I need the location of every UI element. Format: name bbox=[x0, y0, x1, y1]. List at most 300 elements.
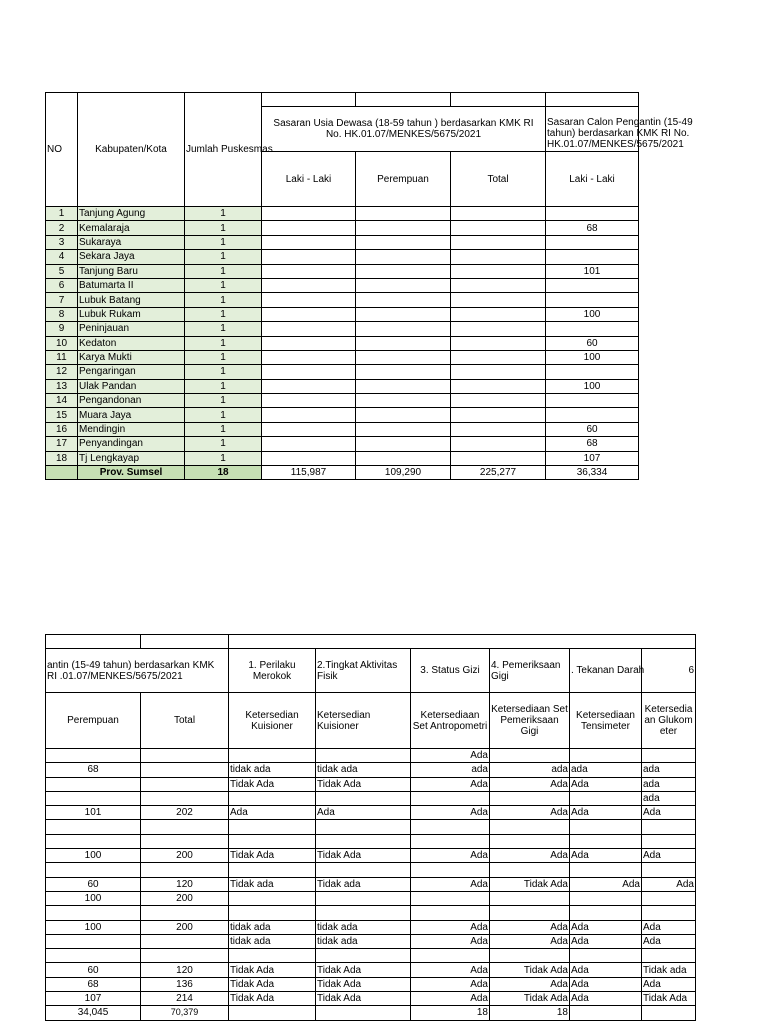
row-perempuan bbox=[356, 408, 451, 422]
row-set-gigi bbox=[490, 891, 570, 905]
row-kabupaten: Ulak Pandan bbox=[78, 379, 185, 393]
header-perempuan: Perempuan bbox=[46, 693, 141, 749]
row-jumlah: 1 bbox=[185, 408, 262, 422]
row-total bbox=[451, 408, 546, 422]
total-tensimeter bbox=[570, 1006, 642, 1020]
header-set-gigi: Ketersediaan Set Pemeriksaan Gigi bbox=[490, 693, 570, 749]
row-set-gigi: ada bbox=[490, 763, 570, 777]
row-kabupaten: Kedaton bbox=[78, 336, 185, 350]
row-total: 202 bbox=[141, 806, 229, 820]
row-perempuan bbox=[46, 906, 141, 920]
row-total: 136 bbox=[141, 977, 229, 991]
row-no: 15 bbox=[46, 408, 78, 422]
row-antropometri bbox=[411, 863, 490, 877]
row-kuisioner-merokok: Tidak Ada bbox=[229, 963, 316, 977]
row-set-gigi: Ada bbox=[490, 849, 570, 863]
row-glukometer: ada bbox=[642, 763, 696, 777]
sasaran-table bbox=[45, 92, 693, 480]
row-laki-calon bbox=[546, 394, 639, 408]
row-antropometri: Ada bbox=[411, 934, 490, 948]
table-row bbox=[46, 891, 696, 905]
row-jumlah: 1 bbox=[185, 293, 262, 307]
row-kabupaten: Lubuk Batang bbox=[78, 293, 185, 307]
row-kabupaten: Pengaringan bbox=[78, 365, 185, 379]
row-set-gigi: Ada bbox=[490, 934, 570, 948]
row-laki-calon: 60 bbox=[546, 336, 639, 350]
row-no: 14 bbox=[46, 394, 78, 408]
row-laki-calon bbox=[546, 278, 639, 292]
row-glukometer bbox=[642, 949, 696, 963]
row-tensimeter bbox=[570, 949, 642, 963]
row-total: 120 bbox=[141, 963, 229, 977]
row-jumlah: 1 bbox=[185, 350, 262, 364]
row-kuisioner-aktivitas bbox=[316, 949, 411, 963]
header-glukometer: Ketersediaan Glukometer bbox=[642, 693, 696, 749]
table-row bbox=[46, 806, 696, 820]
row-laki-calon: 100 bbox=[546, 379, 639, 393]
header-kuisioner-merokok: Ketersedian Kuisioner bbox=[229, 693, 316, 749]
row-antropometri: Ada bbox=[411, 806, 490, 820]
row-tensimeter bbox=[570, 863, 642, 877]
row-kuisioner-aktivitas bbox=[316, 834, 411, 848]
table-row bbox=[46, 877, 696, 891]
row-perempuan bbox=[46, 749, 141, 763]
row-no: 4 bbox=[46, 250, 78, 264]
row-tensimeter bbox=[570, 891, 642, 905]
row-perempuan bbox=[356, 336, 451, 350]
row-kuisioner-aktivitas bbox=[316, 891, 411, 905]
row-kuisioner-merokok: Tidak ada bbox=[229, 877, 316, 891]
row-kabupaten: Sukaraya bbox=[78, 235, 185, 249]
row-tensimeter: Ada bbox=[570, 963, 642, 977]
row-kuisioner-aktivitas bbox=[316, 906, 411, 920]
row-glukometer: Tidak Ada bbox=[642, 992, 696, 1006]
row-antropometri: ada bbox=[411, 763, 490, 777]
row-no: 7 bbox=[46, 293, 78, 307]
row-kuisioner-merokok bbox=[229, 863, 316, 877]
row-laki bbox=[262, 221, 356, 235]
row-set-gigi: Ada bbox=[490, 977, 570, 991]
row-laki bbox=[262, 278, 356, 292]
row-kuisioner-merokok: Tidak Ada bbox=[229, 849, 316, 863]
row-laki bbox=[262, 408, 356, 422]
row-total: 200 bbox=[141, 920, 229, 934]
row-kabupaten: Mendingin bbox=[78, 422, 185, 436]
row-tensimeter: Ada bbox=[570, 934, 642, 948]
row-perempuan bbox=[356, 437, 451, 451]
row-set-gigi bbox=[490, 906, 570, 920]
row-perempuan bbox=[356, 422, 451, 436]
row-kuisioner-merokok: Tidak Ada bbox=[229, 777, 316, 791]
row-laki bbox=[262, 250, 356, 264]
row-kabupaten: Lubuk Rukam bbox=[78, 307, 185, 321]
row-no: 11 bbox=[46, 350, 78, 364]
row-total bbox=[141, 763, 229, 777]
row-total: 200 bbox=[141, 891, 229, 905]
header-sasaran-calon-tail: antin (15-49 tahun) berdasarkan KMK RI .01.07/MENKES/5675/2021 bbox=[46, 649, 229, 693]
row-jumlah: 1 bbox=[185, 379, 262, 393]
header-sasaran-calon-text: Sasaran Calon Pengantin (15-49 tahun) berdasarkan KMK RI No. HK.01.07/MENKES/5675/2021 bbox=[547, 117, 693, 150]
row-perempuan: 100 bbox=[46, 920, 141, 934]
total-laki: 115,987 bbox=[262, 466, 356, 480]
table-row bbox=[46, 763, 696, 777]
row-total bbox=[451, 207, 546, 221]
header-laki-calon: Laki - Laki bbox=[546, 152, 639, 207]
row-total bbox=[451, 336, 546, 350]
row-perempuan bbox=[46, 834, 141, 848]
row-kuisioner-merokok bbox=[229, 906, 316, 920]
table-row bbox=[46, 949, 696, 963]
row-jumlah: 1 bbox=[185, 264, 262, 278]
row-laki-calon bbox=[546, 322, 639, 336]
row-perempuan: 60 bbox=[46, 963, 141, 977]
row-antropometri: Ada bbox=[411, 920, 490, 934]
header-sasaran-calon bbox=[546, 107, 693, 152]
row-set-gigi bbox=[490, 834, 570, 848]
table-row bbox=[46, 791, 696, 805]
row-total bbox=[451, 221, 546, 235]
row-tensimeter bbox=[570, 820, 642, 834]
row-jumlah: 1 bbox=[185, 221, 262, 235]
header-blank bbox=[546, 93, 639, 107]
table-row bbox=[46, 820, 696, 834]
table-row bbox=[46, 934, 696, 948]
row-antropometri: Ada bbox=[411, 963, 490, 977]
row-no: 13 bbox=[46, 379, 78, 393]
row-kuisioner-aktivitas: Tidak Ada bbox=[316, 992, 411, 1006]
row-kuisioner-merokok: tidak ada bbox=[229, 920, 316, 934]
row-total bbox=[451, 307, 546, 321]
total-set-gigi: 18 bbox=[490, 1006, 570, 1020]
row-total bbox=[141, 949, 229, 963]
row-perempuan bbox=[356, 293, 451, 307]
header-kabupaten: Kabupaten/Kota bbox=[78, 93, 185, 207]
row-set-gigi bbox=[490, 749, 570, 763]
row-perempuan bbox=[356, 379, 451, 393]
row-laki-calon bbox=[546, 250, 639, 264]
row-total bbox=[141, 749, 229, 763]
row-perempuan bbox=[356, 250, 451, 264]
row-jumlah: 1 bbox=[185, 207, 262, 221]
row-kuisioner-aktivitas: Tidak Ada bbox=[316, 849, 411, 863]
row-glukometer bbox=[642, 906, 696, 920]
row-glukometer: Ada bbox=[642, 934, 696, 948]
row-jumlah: 1 bbox=[185, 437, 262, 451]
row-no: 17 bbox=[46, 437, 78, 451]
row-jumlah: 1 bbox=[185, 307, 262, 321]
table-row bbox=[46, 408, 639, 422]
table-row bbox=[46, 451, 639, 465]
row-laki-calon bbox=[546, 235, 639, 249]
row-perempuan: 107 bbox=[46, 992, 141, 1006]
row-set-gigi bbox=[490, 791, 570, 805]
header-blank bbox=[229, 635, 696, 649]
row-perempuan: 68 bbox=[46, 977, 141, 991]
row-glukometer bbox=[642, 834, 696, 848]
row-perempuan bbox=[46, 949, 141, 963]
row-glukometer: Ada bbox=[642, 920, 696, 934]
table-row bbox=[46, 365, 639, 379]
table-row bbox=[46, 336, 639, 350]
row-antropometri: Ada bbox=[411, 877, 490, 891]
row-total bbox=[451, 250, 546, 264]
table-row bbox=[46, 221, 639, 235]
header-blank bbox=[262, 93, 356, 107]
row-perempuan: 100 bbox=[46, 891, 141, 905]
row-total bbox=[141, 820, 229, 834]
row-glukometer: Ada bbox=[642, 877, 696, 891]
row-jumlah: 1 bbox=[185, 336, 262, 350]
row-total: 120 bbox=[141, 877, 229, 891]
table-row bbox=[46, 977, 696, 991]
header-perilaku-merokok: 1. Perilaku Merokok bbox=[229, 649, 316, 693]
table-row bbox=[46, 777, 696, 791]
row-total bbox=[141, 934, 229, 948]
row-tensimeter: Ada bbox=[570, 849, 642, 863]
row-antropometri: Ada bbox=[411, 849, 490, 863]
row-perempuan bbox=[356, 307, 451, 321]
table-row bbox=[46, 992, 696, 1006]
row-perempuan bbox=[356, 451, 451, 465]
row-laki bbox=[262, 437, 356, 451]
row-kuisioner-aktivitas: tidak ada bbox=[316, 934, 411, 948]
row-laki-calon: 68 bbox=[546, 437, 639, 451]
table-row bbox=[46, 278, 639, 292]
row-set-gigi bbox=[490, 949, 570, 963]
row-antropometri bbox=[411, 906, 490, 920]
row-tensimeter bbox=[570, 791, 642, 805]
row-laki-calon: 107 bbox=[546, 451, 639, 465]
row-kabupaten: Muara Jaya bbox=[78, 408, 185, 422]
row-antropometri: Ada bbox=[411, 749, 490, 763]
row-antropometri bbox=[411, 949, 490, 963]
row-kuisioner-aktivitas bbox=[316, 863, 411, 877]
row-kabupaten: Pengandonan bbox=[78, 394, 185, 408]
row-no: 9 bbox=[46, 322, 78, 336]
row-laki bbox=[262, 451, 356, 465]
row-kuisioner-aktivitas: Tidak Ada bbox=[316, 977, 411, 991]
table-row bbox=[46, 264, 639, 278]
row-perempuan bbox=[46, 934, 141, 948]
row-perempuan bbox=[46, 791, 141, 805]
row-tensimeter: Ada bbox=[570, 777, 642, 791]
row-laki-calon bbox=[546, 207, 639, 221]
row-kabupaten: Penyandingan bbox=[78, 437, 185, 451]
row-no: 1 bbox=[46, 207, 78, 221]
row-total bbox=[451, 278, 546, 292]
row-laki bbox=[262, 379, 356, 393]
row-kuisioner-merokok bbox=[229, 834, 316, 848]
row-total bbox=[141, 906, 229, 920]
row-kuisioner-aktivitas: Ada bbox=[316, 806, 411, 820]
header-total: Total bbox=[451, 152, 546, 207]
row-perempuan bbox=[356, 350, 451, 364]
row-set-gigi: Ada bbox=[490, 920, 570, 934]
row-total bbox=[451, 264, 546, 278]
row-tensimeter bbox=[570, 749, 642, 763]
row-glukometer: Ada bbox=[642, 806, 696, 820]
row-kuisioner-merokok: Tidak Ada bbox=[229, 977, 316, 991]
ketersediaan-table bbox=[45, 634, 696, 1021]
row-laki-calon bbox=[546, 408, 639, 422]
row-kabupaten: Peninjauan bbox=[78, 322, 185, 336]
header-no: NO bbox=[46, 93, 78, 207]
table-row bbox=[46, 963, 696, 977]
table-row bbox=[46, 307, 639, 321]
row-total bbox=[451, 394, 546, 408]
row-kuisioner-merokok: tidak ada bbox=[229, 934, 316, 948]
row-laki bbox=[262, 336, 356, 350]
total-no bbox=[46, 466, 78, 480]
row-kabupaten: Kemalaraja bbox=[78, 221, 185, 235]
row-set-gigi: Tidak Ada bbox=[490, 877, 570, 891]
row-tensimeter: Ada bbox=[570, 992, 642, 1006]
row-kuisioner-merokok bbox=[229, 820, 316, 834]
row-antropometri: Ada bbox=[411, 777, 490, 791]
row-total bbox=[141, 863, 229, 877]
row-total bbox=[451, 293, 546, 307]
table-row bbox=[46, 322, 639, 336]
row-glukometer bbox=[642, 891, 696, 905]
row-perempuan bbox=[356, 264, 451, 278]
row-jumlah: 1 bbox=[185, 278, 262, 292]
table-row bbox=[46, 437, 639, 451]
row-kabupaten: Batumarta II bbox=[78, 278, 185, 292]
table-row bbox=[46, 849, 696, 863]
row-kabupaten: Tanjung Baru bbox=[78, 264, 185, 278]
total-glukometer bbox=[642, 1006, 696, 1020]
row-kabupaten: Karya Mukti bbox=[78, 350, 185, 364]
row-kuisioner-aktivitas: tidak ada bbox=[316, 920, 411, 934]
row-total bbox=[451, 365, 546, 379]
row-tensimeter: Ada bbox=[570, 806, 642, 820]
row-antropometri bbox=[411, 820, 490, 834]
header-tekanan-darah: . Tekanan Darah bbox=[570, 649, 642, 693]
header-antropometri: Ketersediaan Set Antropometri bbox=[411, 693, 490, 749]
row-perempuan: 101 bbox=[46, 806, 141, 820]
row-perempuan: 60 bbox=[46, 877, 141, 891]
row-perempuan bbox=[46, 820, 141, 834]
header-blank bbox=[356, 93, 451, 107]
header-pemeriksaan-gigi: 4. Pemeriksaan Gigi bbox=[490, 649, 570, 693]
total-laki-calon: 36,334 bbox=[546, 466, 639, 480]
row-kuisioner-aktivitas: Tidak Ada bbox=[316, 963, 411, 977]
row-laki-calon: 100 bbox=[546, 350, 639, 364]
header-perempuan: Perempuan bbox=[356, 152, 451, 207]
row-total bbox=[451, 451, 546, 465]
row-tensimeter bbox=[570, 834, 642, 848]
table-row bbox=[46, 293, 639, 307]
table-row bbox=[46, 863, 696, 877]
row-laki bbox=[262, 422, 356, 436]
row-glukometer: Ada bbox=[642, 849, 696, 863]
row-glukometer: ada bbox=[642, 777, 696, 791]
row-perempuan: 68 bbox=[46, 763, 141, 777]
total-jumlah: 18 bbox=[185, 466, 262, 480]
table-row bbox=[46, 250, 639, 264]
row-jumlah: 1 bbox=[185, 250, 262, 264]
row-kabupaten: Tanjung Agung bbox=[78, 207, 185, 221]
row-perempuan bbox=[356, 235, 451, 249]
row-kuisioner-merokok bbox=[229, 791, 316, 805]
header-jumlah-puskesmas: Jumlah Puskesmas bbox=[185, 93, 262, 207]
row-jumlah: 1 bbox=[185, 422, 262, 436]
row-no: 16 bbox=[46, 422, 78, 436]
row-total bbox=[451, 350, 546, 364]
table-row bbox=[46, 235, 639, 249]
header-aktivitas-fisik: 2.Tingkat Aktivitas Fisik bbox=[316, 649, 411, 693]
row-laki bbox=[262, 365, 356, 379]
row-no: 6 bbox=[46, 278, 78, 292]
row-set-gigi: Ada bbox=[490, 777, 570, 791]
row-glukometer: Tidak ada bbox=[642, 963, 696, 977]
row-total bbox=[451, 422, 546, 436]
row-glukometer bbox=[642, 749, 696, 763]
row-jumlah: 1 bbox=[185, 322, 262, 336]
row-laki bbox=[262, 207, 356, 221]
row-laki-calon bbox=[546, 293, 639, 307]
total-total: 225,277 bbox=[451, 466, 546, 480]
row-laki bbox=[262, 307, 356, 321]
row-kuisioner-merokok bbox=[229, 749, 316, 763]
header-six: 6 bbox=[642, 649, 696, 693]
row-jumlah: 1 bbox=[185, 235, 262, 249]
header-laki: Laki - Laki bbox=[262, 152, 356, 207]
row-antropometri bbox=[411, 891, 490, 905]
row-glukometer: Ada bbox=[642, 977, 696, 991]
row-kuisioner-aktivitas: Tidak Ada bbox=[316, 777, 411, 791]
row-laki bbox=[262, 350, 356, 364]
row-kuisioner-aktivitas bbox=[316, 791, 411, 805]
total-label: Prov. Sumsel bbox=[78, 466, 185, 480]
row-laki bbox=[262, 235, 356, 249]
row-kuisioner-aktivitas: Tidak ada bbox=[316, 877, 411, 891]
row-kabupaten: Sekara Jaya bbox=[78, 250, 185, 264]
row-total bbox=[141, 777, 229, 791]
row-kuisioner-aktivitas bbox=[316, 820, 411, 834]
total-kuisioner-aktivitas bbox=[316, 1006, 411, 1020]
row-no: 3 bbox=[46, 235, 78, 249]
row-kuisioner-aktivitas bbox=[316, 749, 411, 763]
row-perempuan bbox=[356, 322, 451, 336]
total-perempuan: 109,290 bbox=[356, 466, 451, 480]
row-laki bbox=[262, 293, 356, 307]
row-perempuan bbox=[46, 863, 141, 877]
row-glukometer: ada bbox=[642, 791, 696, 805]
row-jumlah: 1 bbox=[185, 365, 262, 379]
row-laki bbox=[262, 322, 356, 336]
row-antropometri: Ada bbox=[411, 992, 490, 1006]
row-antropometri bbox=[411, 791, 490, 805]
row-total bbox=[451, 322, 546, 336]
row-total bbox=[451, 379, 546, 393]
row-no: 5 bbox=[46, 264, 78, 278]
row-laki-calon: 60 bbox=[546, 422, 639, 436]
row-set-gigi: Tidak Ada bbox=[490, 963, 570, 977]
total-perempuan: 34,045 bbox=[46, 1006, 141, 1020]
row-set-gigi bbox=[490, 820, 570, 834]
row-total bbox=[141, 834, 229, 848]
table-row bbox=[46, 906, 696, 920]
row-total bbox=[451, 437, 546, 451]
row-glukometer bbox=[642, 820, 696, 834]
row-perempuan: 100 bbox=[46, 849, 141, 863]
header-blank bbox=[46, 635, 141, 649]
header-total: Total bbox=[141, 693, 229, 749]
row-laki bbox=[262, 264, 356, 278]
header-status-gizi: 3. Status Gizi bbox=[411, 649, 490, 693]
header-tensimeter: Ketersediaan Tensimeter bbox=[570, 693, 642, 749]
